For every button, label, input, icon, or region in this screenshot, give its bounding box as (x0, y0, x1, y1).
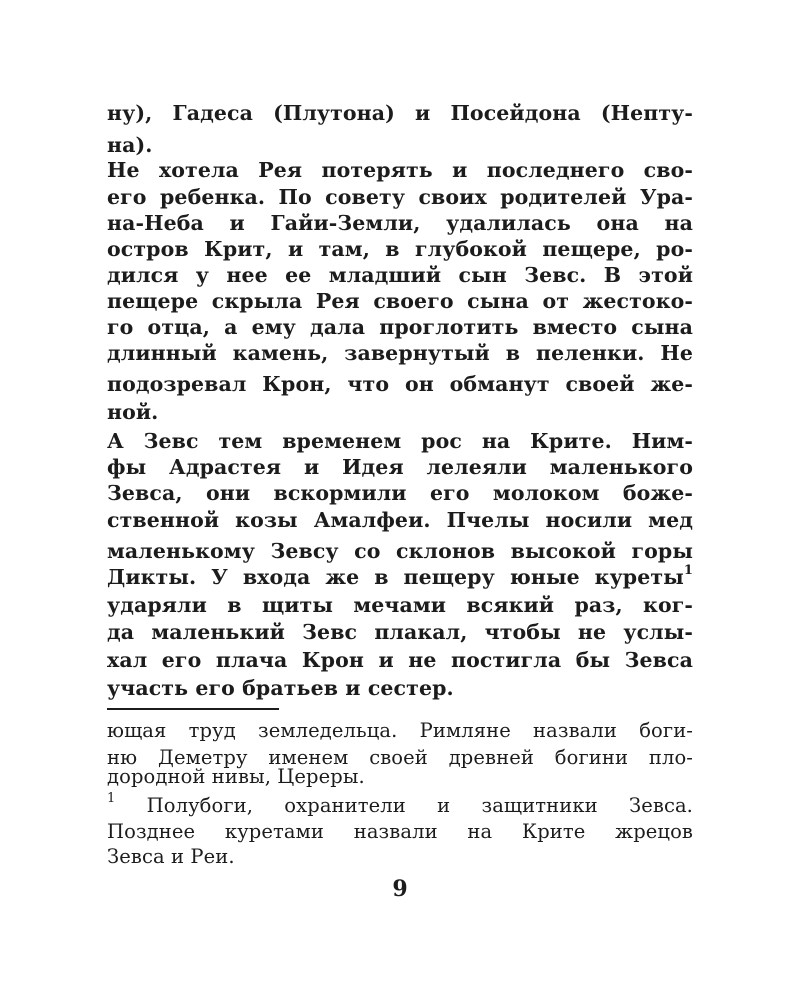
text-line: ударяли в щиты мечами всякий раз, ког- (107, 593, 693, 617)
text-line: подозревал Крон, что он обманут своей же- (107, 372, 693, 396)
footnote-marker: 1 (683, 563, 693, 578)
text-line: да маленький Зевс плакал, чтобы не услы- (107, 620, 693, 644)
footnote-line-content: Полубоги, охранители и защитники Зевса. (146, 794, 693, 817)
text-line: ну), Гадеса (Плутона) и Посейдона (Непту- (107, 101, 693, 125)
text-line: на). (107, 133, 153, 157)
text-line-content: Не хотела Рея потерять и последнего сво- (107, 158, 693, 182)
footnote-line: ню Деметру именем своей древней богини пло- (107, 746, 693, 769)
footnote-line: Зевса и Реи. (107, 845, 235, 868)
text-line: длинный камень, завернутый в пеленки. Не (107, 341, 693, 365)
text-line: фы Адрастея и Идея лелеяли маленького (107, 455, 693, 479)
text-line: ственной козы Амалфеи. Пчелы носили мед (107, 508, 693, 532)
text-line: маленькому Зевсу со склонов высокой горы (107, 539, 693, 563)
text-line: остров Крит, и там, в глубокой пещере, ро- (107, 237, 693, 261)
text-line: дился у нее ее младший сын Зевс. В этой (107, 263, 693, 287)
footnote-line: Позднее куретами назвали на Крите жрецов (107, 820, 693, 843)
text-line: хал его плача Крон и не постигла бы Зевса (107, 648, 693, 672)
text-line-content: Дикты. У входа же в пещеру юные куреты (107, 565, 684, 589)
footnote-line: дородной нивы, Цереры. (107, 765, 365, 788)
footnote-marker: 1 (107, 791, 116, 806)
footnote-line: ющая труд земледельца. Римляне назвали боги- (107, 719, 693, 742)
page-number: 9 (392, 876, 408, 902)
text-line: на-Неба и Гайи-Земли, удалилась она на (107, 211, 693, 235)
text-line: го отца, а ему дала проглотить вместо сына (107, 315, 693, 339)
text-line: ной. (107, 400, 159, 424)
text-line: пещере скрыла Рея своего сына от жестоко- (107, 289, 693, 313)
footnote-divider (107, 708, 279, 710)
text-line: А Зевс тем временем рос на Крите. Ним- (107, 429, 693, 453)
text-line: участь его братьев и сестер. (107, 676, 454, 700)
text-line: Зевса, они вскормили его молоком боже- (107, 481, 693, 505)
text-line: его ребенка. По совету своих родителей Ура- (107, 185, 693, 209)
